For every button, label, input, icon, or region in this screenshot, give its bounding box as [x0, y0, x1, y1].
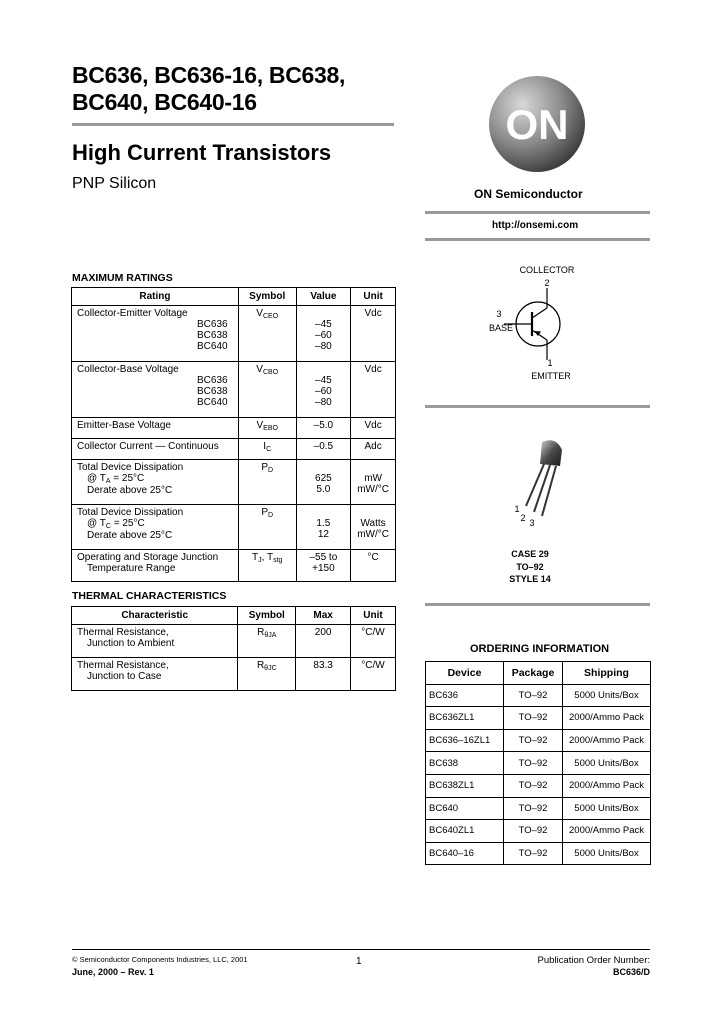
- ordering-table: [425, 661, 651, 865]
- package: TO–92: [504, 684, 563, 707]
- website-link[interactable]: http://onsemi.com: [492, 220, 579, 231]
- publication-label: Publication Order Number:: [537, 955, 650, 966]
- max: 200: [296, 625, 351, 658]
- table-row: [72, 550, 396, 582]
- package-type: TO–92: [516, 561, 544, 572]
- unit: mW: [364, 473, 382, 484]
- unit: Adc: [351, 439, 396, 460]
- device: BC640: [426, 797, 504, 820]
- device: BC638ZL1: [426, 774, 504, 797]
- title-divider: [72, 123, 394, 126]
- condition-sub: C: [105, 523, 111, 530]
- device: BC636–16ZL1: [426, 729, 504, 752]
- revision-date: June, 2000 – Rev. 1: [72, 967, 154, 977]
- pnp-transistor-symbol-icon: [500, 288, 570, 360]
- value: –60: [315, 330, 332, 341]
- table-row: [72, 362, 396, 418]
- symbol-sub: J: [258, 557, 262, 564]
- unit: °C/W: [351, 658, 396, 691]
- table-row: [72, 505, 396, 550]
- symbol: I: [263, 441, 267, 452]
- page-title: [72, 62, 345, 116]
- table-row: [426, 707, 651, 730]
- package: TO–92: [504, 729, 563, 752]
- table-row: [72, 418, 396, 439]
- unit: °C/W: [351, 625, 396, 658]
- device: BC636ZL1: [426, 707, 504, 730]
- value: 12: [317, 529, 329, 540]
- table-row: [72, 625, 396, 658]
- rating-label: Emitter-Base Voltage: [72, 418, 239, 439]
- value: –45: [315, 319, 332, 330]
- unit: °C: [351, 550, 396, 582]
- value: 625: [315, 473, 332, 484]
- col-header-symbol: Symbol: [238, 607, 296, 625]
- value: –80: [315, 397, 332, 408]
- unit: mW/°C: [357, 484, 389, 495]
- unit: Vdc: [351, 418, 396, 439]
- package-pin-2: 2: [520, 513, 526, 523]
- max-ratings-table: [71, 287, 396, 582]
- logo-text: ON: [505, 101, 569, 148]
- value: 1.5: [316, 518, 331, 529]
- case-label: CASE 29: [511, 549, 549, 559]
- col-header-unit: Unit: [351, 288, 396, 306]
- package: TO–92: [504, 797, 563, 820]
- package-caption: [495, 548, 565, 586]
- rating-sub: BC638: [197, 386, 228, 397]
- symbol-mid: , T: [261, 552, 274, 563]
- copyright: © Semiconductor Components Industries, LLC, 2001: [72, 955, 248, 964]
- table-row: [72, 460, 396, 505]
- table-row: [426, 729, 651, 752]
- url-divider: [425, 238, 650, 241]
- value: –45: [315, 375, 332, 386]
- shipping: 2000/Ammo Pack: [563, 820, 651, 843]
- rating-label: Collector-Base Voltage: [77, 364, 179, 375]
- unit: Vdc: [351, 306, 396, 362]
- title-line-1: BC636, BC636-16, BC638,: [72, 62, 346, 88]
- derate-label: Derate above 25°C: [87, 485, 173, 496]
- subtitle: High Current Transistors: [72, 140, 332, 165]
- package: TO–92: [504, 842, 563, 865]
- symbol-sub: C: [266, 446, 272, 453]
- style-label: STYLE 14: [509, 574, 551, 584]
- shipping: 5000 Units/Box: [563, 684, 651, 707]
- unit: mW/°C: [357, 529, 389, 540]
- table-row: [426, 752, 651, 775]
- shipping: 2000/Ammo Pack: [563, 774, 651, 797]
- symbol: P: [261, 462, 269, 473]
- symbol: T: [252, 552, 259, 563]
- table-header-row: [72, 607, 396, 625]
- page-number: 1: [356, 956, 362, 967]
- to92-package-icon: [520, 436, 570, 518]
- shipping: 5000 Units/Box: [563, 842, 651, 865]
- shipping: 5000 Units/Box: [563, 797, 651, 820]
- package-divider: [425, 603, 650, 606]
- rating-sub: BC636: [197, 319, 228, 330]
- package: TO–92: [504, 752, 563, 775]
- symbol-sub: stg: [273, 557, 283, 564]
- collector-label: COLLECTOR: [519, 265, 575, 275]
- col-header-unit: Unit: [351, 607, 396, 625]
- logo-divider: [425, 211, 650, 214]
- symbol: V: [256, 420, 264, 431]
- rating-label-line2: Temperature Range: [87, 563, 176, 574]
- package: TO–92: [504, 707, 563, 730]
- rating-label: Collector-Emitter Voltage: [77, 308, 188, 319]
- condition-sub: A: [105, 478, 111, 485]
- table-header-row: [72, 288, 396, 306]
- max-ratings-title: MAXIMUM RATINGS: [72, 272, 173, 284]
- table-row: [426, 684, 651, 707]
- device: BC636: [426, 684, 504, 707]
- symbol-sub: θJC: [264, 665, 277, 672]
- symbol-sub: θJA: [264, 632, 277, 639]
- value: –5.0: [296, 418, 351, 439]
- table-row: [72, 658, 396, 691]
- rating-sub: BC640: [197, 397, 228, 408]
- device: BC640ZL1: [426, 820, 504, 843]
- symbol-sub: CBO: [262, 369, 279, 376]
- collector-pin-number: 2: [544, 278, 550, 288]
- shipping: 5000 Units/Box: [563, 752, 651, 775]
- condition: @ T: [87, 518, 106, 529]
- base-label: BASE: [488, 323, 513, 333]
- unit: Vdc: [351, 362, 396, 418]
- symbol: P: [261, 507, 269, 518]
- value: 5.0: [316, 484, 331, 495]
- col-header-max: Max: [296, 607, 351, 625]
- symbol-sub: D: [268, 512, 274, 519]
- rating-label: Total Device Dissipation: [77, 507, 184, 518]
- base-pin-number: 3: [496, 309, 502, 319]
- col-header-rating: Rating: [72, 288, 239, 306]
- char-label-line2: Junction to Ambient: [87, 638, 175, 649]
- device: BC640–16: [426, 842, 504, 865]
- thermal-title: THERMAL CHARACTERISTICS: [72, 590, 227, 602]
- col-header-value: Value: [296, 288, 351, 306]
- col-header-package: Package: [504, 662, 563, 685]
- rating-sub: BC636: [197, 375, 228, 386]
- max: 83.3: [296, 658, 351, 691]
- package: TO–92: [504, 820, 563, 843]
- col-header-characteristic: Characteristic: [72, 607, 238, 625]
- company-name: ON Semiconductor: [474, 187, 583, 201]
- condition: @ T: [87, 473, 106, 484]
- table-header-row: [426, 662, 651, 685]
- condition-temp: = 25°C: [110, 473, 145, 484]
- shipping: 2000/Ammo Pack: [563, 707, 651, 730]
- col-header-device: Device: [426, 662, 504, 685]
- symbol: R: [256, 660, 265, 671]
- rating-sub: BC640: [197, 341, 228, 352]
- symbol-sub: D: [268, 467, 274, 474]
- shipping: 2000/Ammo Pack: [563, 729, 651, 752]
- condition-temp: = 25°C: [110, 518, 145, 529]
- col-header-shipping: Shipping: [563, 662, 651, 685]
- package-pin-1: 1: [514, 504, 520, 514]
- device: BC638: [426, 752, 504, 775]
- char-label: Thermal Resistance,: [77, 660, 169, 671]
- emitter-pin-number: 1: [547, 358, 553, 368]
- rating-label: Total Device Dissipation: [77, 462, 184, 473]
- rating-sub: BC638: [197, 330, 228, 341]
- rating-label: Operating and Storage Junction: [77, 552, 219, 563]
- table-row: [426, 797, 651, 820]
- rating-label: Collector Current — Continuous: [72, 439, 239, 460]
- col-header-symbol: Symbol: [238, 288, 296, 306]
- derate-label: Derate above 25°C: [87, 530, 173, 541]
- table-row: [426, 842, 651, 865]
- thermal-table: [71, 606, 396, 691]
- subsubtitle: PNP Silicon: [72, 175, 157, 192]
- value: –60: [315, 386, 332, 397]
- symbol: V: [256, 308, 263, 319]
- package: TO–92: [504, 774, 563, 797]
- schematic-divider: [425, 405, 650, 408]
- symbol-sub: CEO: [262, 313, 279, 320]
- value: +150: [312, 563, 335, 574]
- package-pin-3: 3: [529, 518, 535, 528]
- ordering-title: ORDERING INFORMATION: [470, 643, 610, 655]
- emitter-label: EMITTER: [531, 371, 571, 381]
- value: –80: [315, 341, 332, 352]
- char-label-line2: Junction to Case: [87, 671, 162, 682]
- footer-divider: [72, 949, 650, 950]
- table-row: [426, 820, 651, 843]
- on-logo-icon: [487, 74, 587, 174]
- value: –55 to: [309, 552, 338, 563]
- symbol: R: [257, 627, 265, 638]
- value: –0.5: [296, 439, 351, 460]
- table-row: [426, 774, 651, 797]
- table-row: [72, 306, 396, 362]
- symbol-sub: EBO: [263, 425, 278, 432]
- title-line-2: BC640, BC640-16: [72, 89, 257, 115]
- table-row: [72, 439, 396, 460]
- unit: Watts: [360, 518, 386, 529]
- symbol: V: [256, 364, 263, 375]
- char-label: Thermal Resistance,: [77, 627, 169, 638]
- publication-number: BC636/D: [612, 967, 650, 977]
